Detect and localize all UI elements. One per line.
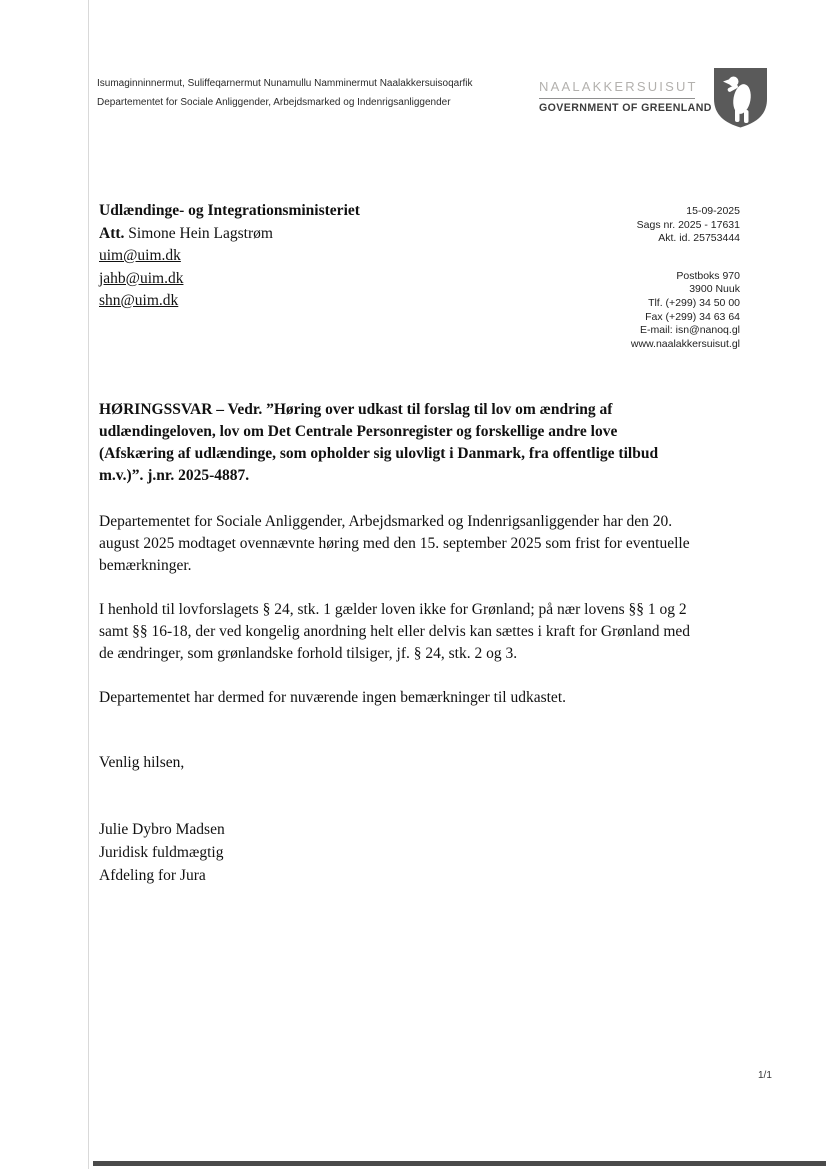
sender-department	[97, 74, 473, 112]
recipient-block	[99, 200, 360, 313]
email-link-uim[interactable]: uim@uim.dk	[99, 247, 181, 264]
case-info-group	[520, 205, 740, 246]
government-wordmark	[539, 79, 712, 114]
email-link-shn[interactable]: shn@uim.dk	[99, 292, 179, 309]
wordmark-subtitle: GOVERNMENT OF GREENLAND	[539, 102, 712, 114]
body-paragraph-3: Departementet har dermed for nuværende ingen bemærkninger til udkastet.	[99, 689, 566, 706]
letter-meta-column	[520, 205, 740, 351]
act-id: Akt. id. 25753444	[658, 232, 740, 245]
att-name: Simone Hein Lagstrøm	[124, 224, 273, 242]
address-fax: Fax (+299) 34 63 64	[645, 310, 740, 323]
letter-date: 15-09-2025	[686, 205, 740, 217]
subject-line: HØRINGSSVAR – Vedr. ”Høring over udkast til forslag til lov om ændring af udlændingeloven, lov om Det Centrale Personregister og forskellige andre love (Afskæring af udlændinge, som opholder sig ulovligt i Danmark, fra offentlige tilbud m.v.)”. j.nr. 2025-4887.	[99, 401, 659, 484]
signature-block	[99, 818, 691, 887]
body-paragraph-1: Departementet for Sociale Anliggender, Arbejdsmarked og Indenrigsanliggender har den 20. august 2025 modtaget ovennævnte høring med den 15. september 2025 som frist for eventuelle bemærkninger.	[99, 513, 690, 574]
att-label: Att.	[99, 224, 125, 242]
sender-department-line1: Isumaginninnermut, Suliffeqarnermut Nunamullu Namminermut Naalakkersuisoqarfik	[97, 78, 473, 89]
case-number: Sags nr. 2025 - 17631	[636, 218, 740, 231]
address-website: www.naalakkersuisut.gl	[630, 337, 740, 350]
sender-department-line2: Departementet for Sociale Anliggender, Arbejdsmarked og Indenrigsanliggender	[97, 97, 451, 108]
email-link-jahb[interactable]: jahb@uim.dk	[99, 269, 184, 287]
address-phone: Tlf. (+299) 34 50 00	[648, 296, 740, 309]
page-number: 1/1	[758, 1070, 772, 1081]
recipient-ministry: Udlændinge- og Integrationsministeriet	[99, 202, 360, 219]
body-paragraph-2: I henhold til lovforslagets § 24, stk. 1 gælder loven ikke for Grønland; på nær lovens §§ 1 og 2 samt §§ 16-18, der ved kongelig anordning helt eller delvis kan sættes i kraft for Grønland med de ændringer, som grønlandske forhold tilsiger, jf. § 24, stk. 2 og 3.	[99, 601, 691, 662]
recipient-attention-line	[99, 223, 360, 246]
signature-title: Juridisk fuldmægtig	[99, 844, 224, 861]
scan-artifact-bottom-edge	[93, 1161, 826, 1166]
address-city: 3900 Nuuk	[689, 283, 740, 296]
address-pobox: Postboks 970	[676, 269, 740, 282]
polar-bear-crest-icon	[711, 66, 770, 129]
sender-address-group	[520, 270, 740, 352]
signature-name: Julie Dybro Madsen	[99, 821, 225, 838]
scan-artifact-left-edge	[88, 0, 89, 1169]
signature-department: Afdeling for Jura	[99, 867, 206, 884]
wordmark-title: NAALAKKERSUISUT	[539, 79, 695, 99]
closing-salutation: Venlig hilsen,	[99, 754, 185, 771]
address-email: E-mail: isn@nanoq.gl	[640, 324, 740, 337]
letter-body	[99, 399, 691, 887]
